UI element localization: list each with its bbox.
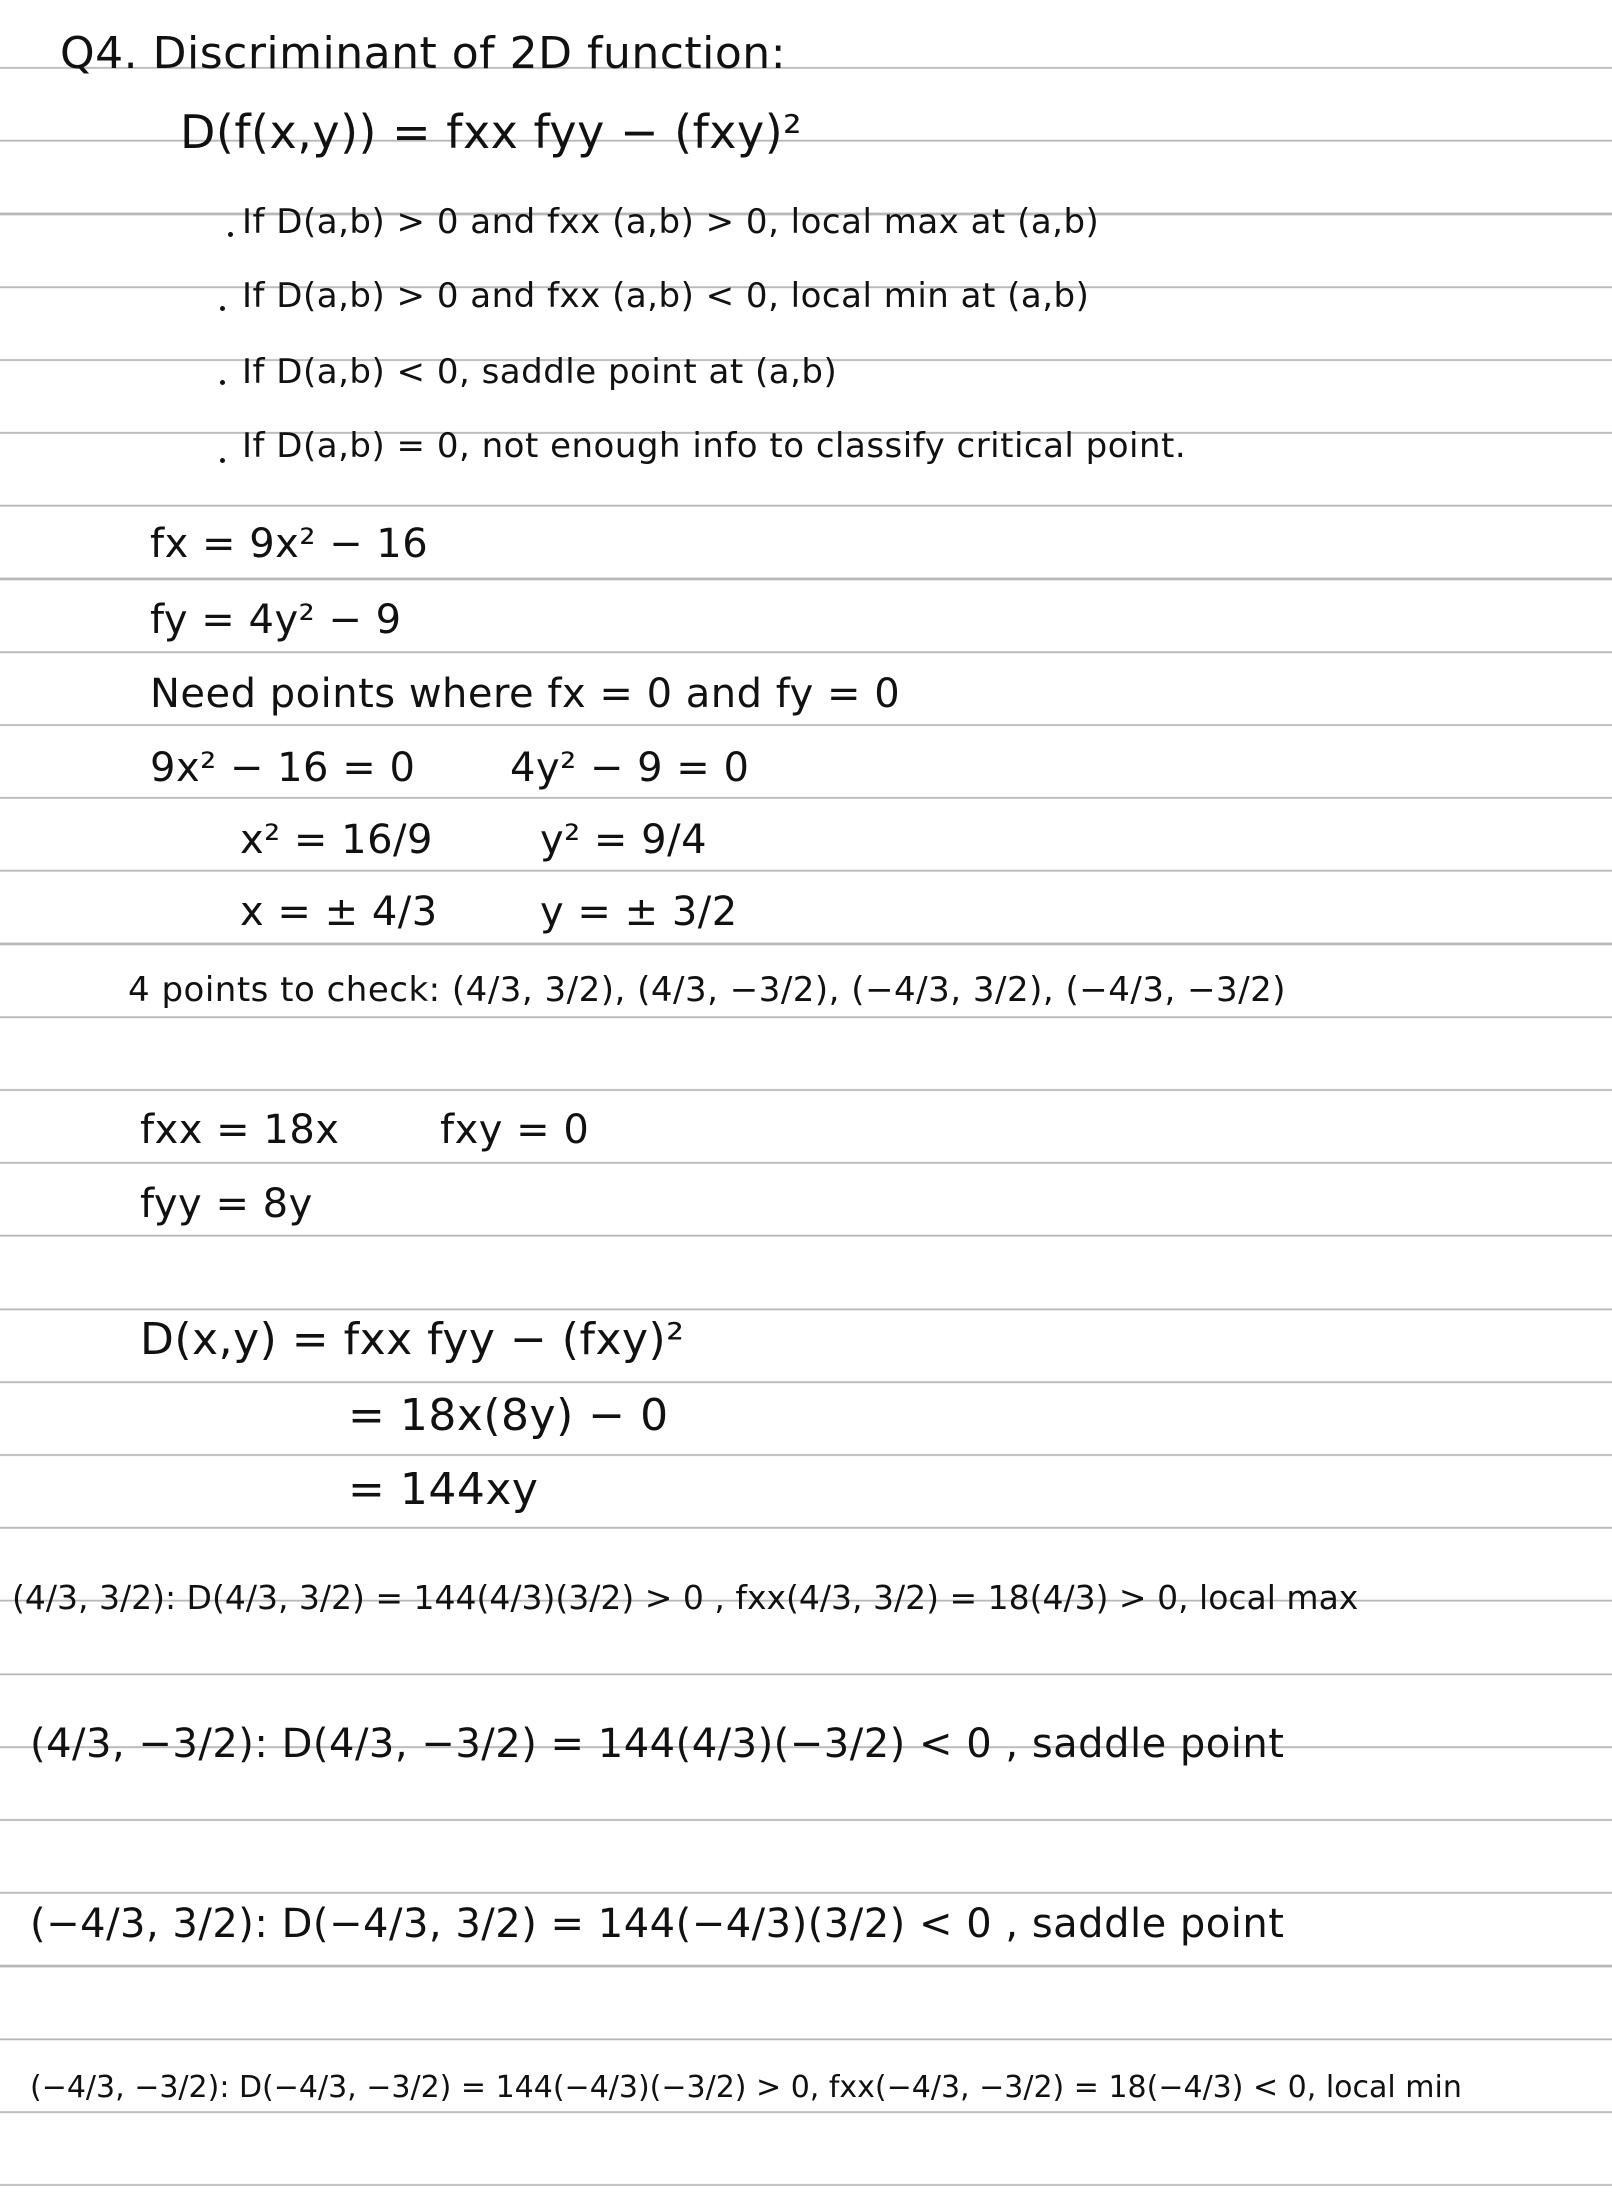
rule-inconclusive: If D(a,b) = 0, not enough info to classify critical point.: [242, 426, 1187, 466]
critical-point-condition: Need points where fx = 0 and fy = 0: [150, 671, 901, 717]
rule-saddle-point: If D(a,b) < 0, saddle point at (a,b): [242, 352, 838, 392]
fx-equation: fx = 9x² − 16: [150, 521, 429, 567]
fy-zero-equation: 4y² − 9 = 0: [510, 745, 750, 791]
bullet-dot: [220, 458, 225, 463]
fxy-equation: fxy = 0: [440, 1107, 590, 1153]
x-solution: x = ± 4/3: [240, 889, 438, 935]
bullet-dot: [220, 380, 225, 385]
y-squared-solution: y² = 9/4: [540, 817, 708, 863]
classification-point-3: (−4/3, 3/2): D(−4/3, 3/2) = 144(−4/3)(3/2) < 0 , saddle point: [30, 1901, 1285, 1947]
points-to-check: 4 points to check: (4/3, 3/2), (4/3, −3/2), (−4/3, 3/2), (−4/3, −3/2): [128, 970, 1287, 1010]
discriminant-simplified: = 144xy: [348, 1464, 539, 1515]
bullet-dot: [220, 306, 225, 311]
y-solution: y = ± 3/2: [540, 889, 738, 935]
classification-point-1: (4/3, 3/2): D(4/3, 3/2) = 144(4/3)(3/2) > 0 , fxx(4/3, 3/2) = 18(4/3) > 0, local max: [12, 1578, 1359, 1617]
classification-point-2: (4/3, −3/2): D(4/3, −3/2) = 144(4/3)(−3/2) < 0 , saddle point: [30, 1721, 1285, 1767]
discriminant-formula: D(f(x,y)) = fxx fyy − (fxy)²: [180, 105, 803, 159]
fxx-equation: fxx = 18x: [140, 1107, 340, 1153]
x-squared-solution: x² = 16/9: [240, 817, 433, 863]
fyy-equation: fyy = 8y: [140, 1181, 313, 1227]
fy-equation: fy = 4y² − 9: [150, 597, 402, 643]
question-heading: Q4. Discriminant of 2D function:: [60, 28, 787, 79]
discriminant-general: D(x,y) = fxx fyy − (fxy)²: [140, 1314, 685, 1365]
rule-local-min: If D(a,b) > 0 and fxx (a,b) < 0, local min at (a,b): [242, 276, 1090, 316]
fx-zero-equation: 9x² − 16 = 0: [150, 745, 416, 791]
bullet-dot: [228, 232, 233, 237]
discriminant-substituted: = 18x(8y) − 0: [348, 1390, 669, 1441]
classification-point-4: (−4/3, −3/2): D(−4/3, −3/2) = 144(−4/3)(−3/2) > 0, fxx(−4/3, −3/2) = 18(−4/3) < 0, local min: [30, 2070, 1462, 2105]
rule-local-max: If D(a,b) > 0 and fxx (a,b) > 0, local max at (a,b): [242, 202, 1100, 242]
